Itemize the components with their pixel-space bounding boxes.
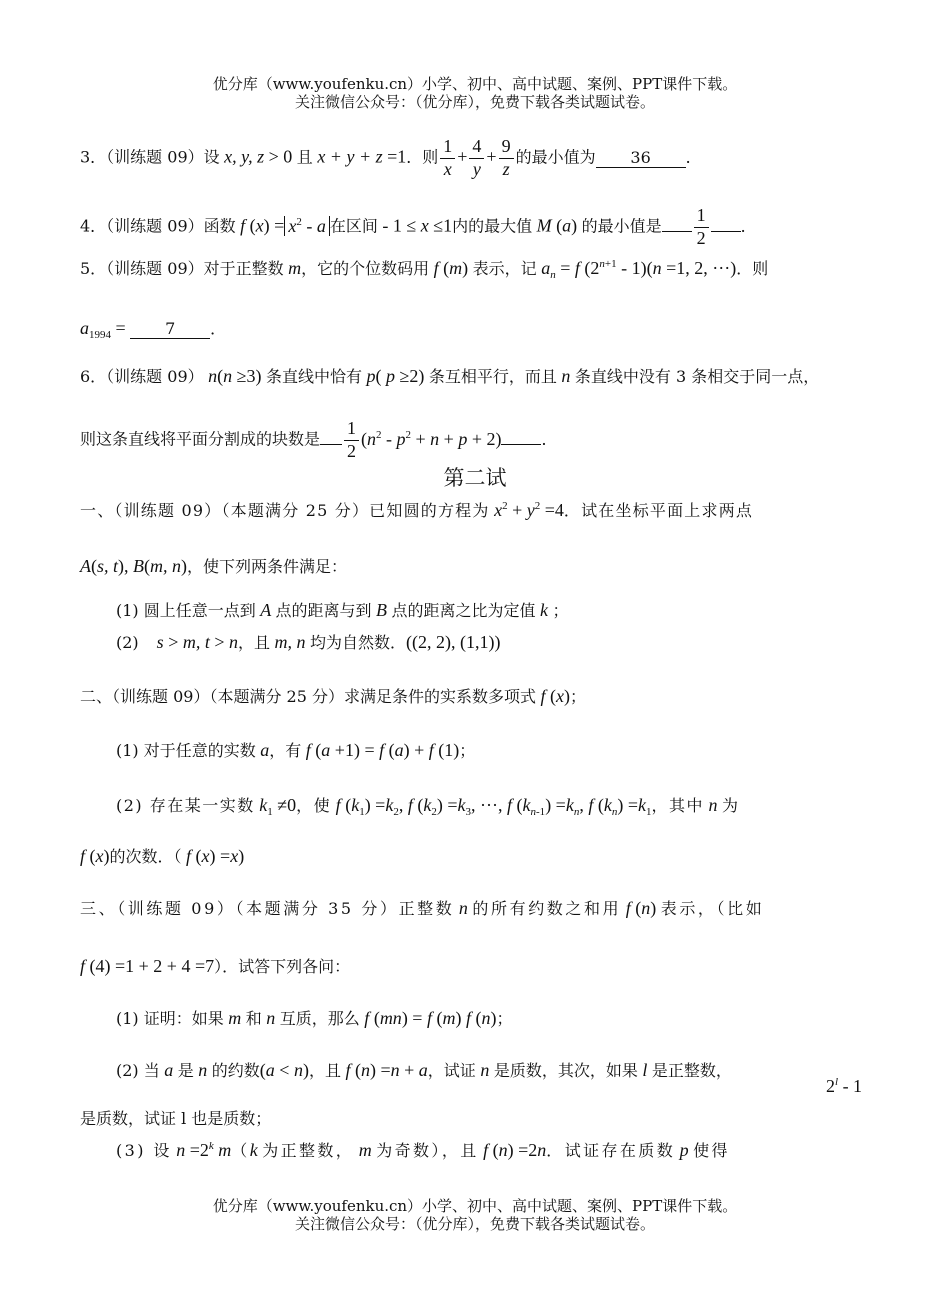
q4-prefix: 4．（训练题 09）函数 [80, 216, 236, 236]
p3-item1b: 和 [245, 1009, 262, 1028]
q4-mid2: 内的最大值 [452, 216, 533, 236]
p3-math-example: f (4) =1 + 2 + 4 =7 [80, 956, 215, 976]
problem-3 [80, 898, 764, 919]
p1-math-k: k [535, 600, 553, 620]
q5-math-a1994: $a_{1994}$ = [80, 318, 131, 341]
question-5 [80, 258, 768, 282]
p3-item3b: （ [231, 1141, 250, 1160]
p3-item3d: 为奇数），且 [376, 1141, 479, 1160]
q3-frac-3: $\frac{9}{z}$ [499, 136, 514, 180]
problem-1-item-1 [116, 600, 568, 621]
q5-end: ． [210, 319, 227, 338]
question-3: 3．（训练题 09）设 x, y, z > 0 且 x + y + z =1．则 $\frac{1}{x}$ + $\frac{4}{y}$ + $\frac{9}{z}$ 的最小值为 36 ． [80, 136, 702, 179]
p3-math-fnna: f (n) =n + a [340, 1060, 428, 1080]
q5-mid3: ．则 [736, 259, 769, 278]
footer-line-2: 关注微信公众号：（优分库），免费下载各类试题试卷。 [294, 1215, 655, 1233]
header-line-1: 优分库（www.youfenku.cn）小学、初中、高中试题、案例、PPT课件下载。 [212, 75, 738, 93]
p3-item1c: 互质，那么 [279, 1009, 360, 1028]
q4-mid1: 在区间 [329, 216, 378, 236]
p3-text1: 三、（训练题 09）（本题满分 35 分）正整数 [80, 899, 455, 918]
p1-text2: ．试在坐标平面上求两点 [563, 501, 754, 520]
q6-prefix: 6．（训练题 09） [80, 367, 204, 386]
problem-3-item-2 [116, 1060, 732, 1081]
p3-math-n2: n [261, 1008, 280, 1028]
problem-2-item-1: (1) 对于任意的实数 a，有 f (a +1) = f (a) + f (1)； [116, 740, 476, 760]
q5-math-fm: f (m) [429, 258, 469, 278]
p1-item2a: (2) [116, 633, 139, 652]
p1-math-circle: $x^2 + y^2 =4$ [489, 500, 564, 520]
p2-math-eq1: f (a +1) = f (a) + f (1) [301, 740, 460, 760]
p3-math-fn: f (n) [621, 898, 657, 918]
q6-math-p: p( p ≥2) [362, 366, 425, 386]
p3-text3: 表示，（比如 [660, 899, 765, 918]
p3-text4: ）．试答下列各问： [214, 957, 351, 976]
question-4 [80, 205, 757, 249]
p1-math-points: A(s, t), B(m, n) [80, 556, 188, 576]
header-line-2: 关注微信公众号：（优分库），免费下载各类试题试卷。 [294, 93, 655, 111]
question-5-line-2 [80, 318, 226, 342]
p2-math-fx2: f (x) [80, 846, 110, 866]
p1-text1: 一、（训练题 09）（本题满分 25 分）已知圆的方程为 [80, 501, 490, 520]
p3-item3e: ．试证存在质数 [546, 1141, 676, 1160]
problem-3-line-2 [80, 956, 350, 977]
p3-item2g: 是正整数， [651, 1061, 732, 1080]
q4-mid3: 的最小值是 [581, 216, 662, 236]
q4-math-M: M (a) [532, 215, 578, 236]
problem-3-item-1: (1) 证明：如果 m 和 n 互质，那么 f (mn) = f (m) f (n)； [116, 1008, 513, 1028]
p3-math-n: n [454, 898, 473, 918]
p2-item1a: (1) 对于任意的实数 [116, 741, 256, 760]
p3-text2: 的所有约数之和用 [472, 899, 622, 918]
problem-2: 二、（训练题 09）（本题满分 25 分）求满足条件的实系数多项式 f (x)； [80, 686, 587, 706]
p3-math-p: p [675, 1140, 694, 1160]
problem-1-item-2: (2) s > m, t > n，且 m, n 均为自然数．((2, 2), (1,1)) [116, 632, 501, 652]
p1-item1c: 点的距离之比为定值 [391, 601, 536, 620]
p3-item2b: 是 [177, 1061, 194, 1080]
p1-item2c: 均为自然数． [310, 633, 407, 652]
p3-math-aln: (a < n) [259, 1060, 309, 1080]
q3-mid3: 的最小值为 [515, 147, 596, 167]
q3-frac-2: $\frac{4}{y}$ [469, 136, 484, 180]
q6-mid1: 条直线中恰有 [266, 367, 363, 386]
question-6-line-2 [80, 418, 558, 462]
p3-item3f: 使得 [693, 1141, 730, 1160]
p3-item2c: 的约数 [211, 1061, 260, 1080]
p3-item2h: 是质数，试证 l 也是质数； [80, 1109, 272, 1128]
p1-item1b: 点的距离与到 [275, 601, 372, 620]
p2-item1b: ，有 [269, 741, 302, 760]
p2-math-fx: f (x) [535, 686, 570, 706]
q5-mid2: 表示，记 [472, 259, 537, 278]
p3-math-fn2n: f (n) =2n [478, 1140, 547, 1160]
q6-end: ． [541, 429, 558, 449]
p3-item3a: (3) 设 [116, 1141, 172, 1160]
q3-mid2: ．则 [406, 147, 439, 167]
q5-math-m: m [283, 258, 302, 278]
p3-math-n2km: $n =2^k$ m [171, 1140, 232, 1160]
p1-math-A: A [255, 600, 276, 620]
q4-math-interval: - 1 ≤ x ≤1 [377, 215, 453, 236]
q3-frac-1: $\frac{1}{x}$ [440, 136, 455, 180]
p2-math-k1: $k_1 \ne 0$ [254, 795, 297, 818]
q3-mid1: 且 [296, 147, 313, 167]
q5-answer: 7 [130, 320, 210, 339]
p3-math-m: m [223, 1008, 246, 1028]
q6-answer-frac: $\frac{1}{2}$ [344, 418, 359, 462]
p3-item2a: (2) 当 [116, 1061, 160, 1080]
p2-math-n: n [704, 795, 723, 815]
p3-math-2l: 2$^l$ - 1 [826, 1076, 863, 1096]
problem-1-line-2 [80, 556, 347, 577]
problem-3-item-3 [116, 1140, 730, 1161]
p3-math-fmn: f (mn) = f (m) f (n) [359, 1008, 497, 1028]
p2-math-a: a [255, 740, 270, 760]
q3-prefix: 3．（训练题 09）设 [80, 147, 220, 167]
q5-prefix: 5．（训练题 09）对于正整数 [80, 259, 284, 278]
p3-math-a: a [159, 1060, 178, 1080]
q3-end: ． [685, 147, 702, 167]
p2-item2b: ，使 [296, 796, 332, 815]
q4-end: ． [740, 216, 757, 236]
q6-math-n: n(n ≥3) [203, 366, 262, 386]
p3-math-m2: m [354, 1140, 377, 1160]
q6-answer-expr: $(n^2 - p^2 + n + p + 2)$ [361, 428, 502, 449]
q3-answer: 36 [596, 149, 686, 168]
p1-item1d: ； [552, 601, 569, 620]
q6-math-n2: n [556, 366, 575, 386]
problem-1 [80, 500, 753, 521]
p1-math-B: B [371, 600, 392, 620]
p2-item2d: 为 [722, 796, 740, 815]
problem-2-item-2 [116, 795, 740, 819]
q5-math-an: $a_n = f$ $(2^{n+1} - 1)(n =1$, 2, ···) [536, 258, 737, 281]
p2-math-chain: f $(k_1) =k_2$, f $(k_2) =k_3$, ···, f $(k_{n-1}) =k_n$, f $(k_n) =k_1$ [331, 795, 652, 818]
p2-text2: 的次数．（ [109, 847, 182, 866]
p1-item1a: (1) 圆上任意一点到 [116, 601, 256, 620]
p1-text3: ，使下列两条件满足： [187, 557, 348, 576]
p3-item2d: ，且 [308, 1061, 341, 1080]
p2-answer: f (x) =x [181, 846, 239, 866]
q5-mid1: ，它的个位数码用 [301, 259, 430, 278]
section-title: 第二试 [443, 466, 507, 490]
p1-answer: (2, 2), (1,1) [412, 632, 495, 652]
p1-item2b: ，且 [238, 633, 271, 652]
problem-3-line-3 [80, 1110, 271, 1128]
p2-item2c: ，其中 [651, 796, 705, 815]
p3-item3c: 为正整数， [262, 1141, 355, 1160]
p3-item2e: ，试证 [427, 1061, 476, 1080]
q4-answer-frac: $\frac{1}{2}$ [694, 205, 709, 249]
p2-text1: 二、（训练题 09）（本题满分 25 分）求满足条件的实系数多项式 [80, 687, 536, 706]
p3-math-l: l [637, 1060, 652, 1080]
question-6 [80, 366, 819, 387]
p3-item2f: 是质数，其次，如果 [493, 1061, 638, 1080]
p1-math-ineq: s > m, t > n [138, 632, 238, 652]
q6-line2: 则这条直线将平面分割成的块数是 [80, 429, 321, 449]
footer-line-1: 优分库（www.youfenku.cn）小学、初中、高中试题、案例、PPT课件下载。 [212, 1197, 738, 1215]
p3-math-n4: n [475, 1060, 494, 1080]
q6-mid2: 条互相平行，而且 [428, 367, 557, 386]
p3-math-k: k [249, 1140, 263, 1160]
p3-item1a: (1) 证明：如果 [116, 1009, 224, 1028]
q3-math-a: x, y, z > 0 [219, 146, 293, 167]
p1-math-mn: m, n [270, 632, 311, 652]
q3-math-b: x + y + z =1 [312, 146, 407, 167]
p3-math-n3: n [193, 1060, 212, 1080]
problem-2-line-2: f (x)的次数．（ f (x) =x) [80, 846, 245, 866]
p2-item2a: (2) 存在某一实数 [116, 796, 255, 815]
q4-math-f: f $(x) = x^2 - a$ [236, 216, 330, 236]
q6-mid3: 条直线中没有 3 条相交于同一点， [574, 367, 820, 386]
